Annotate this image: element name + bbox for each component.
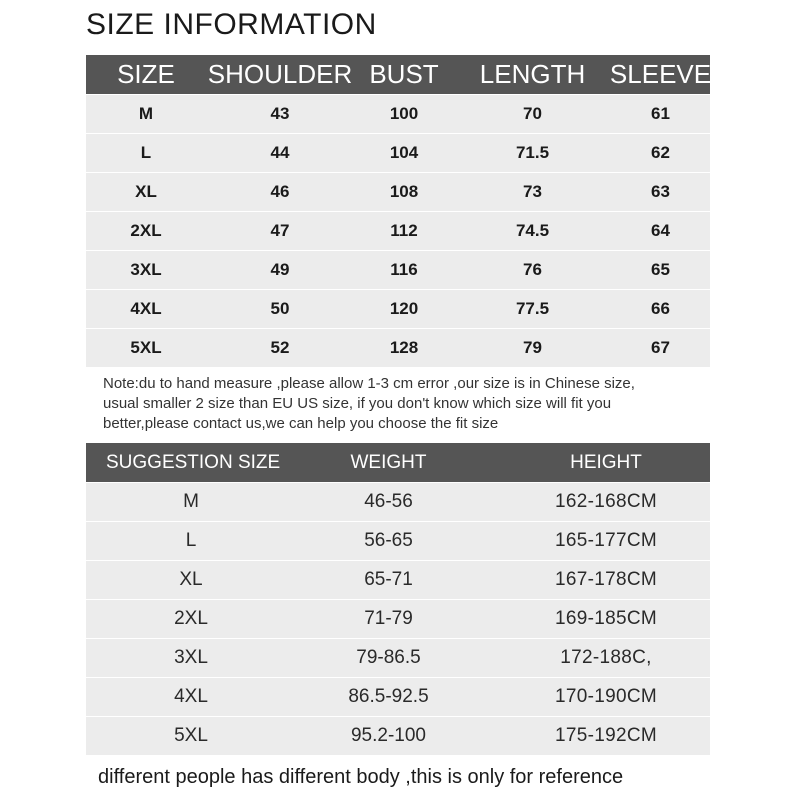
- length-cell: 74.5: [515, 221, 550, 240]
- length-cell: 77.5: [515, 299, 550, 318]
- size-cell: M: [138, 104, 154, 123]
- header-shoulder: SHOULDER: [207, 59, 353, 89]
- weight-cell: 79-86.5: [356, 647, 421, 668]
- reference-disclaimer: different people has different body ,this is only for reference: [98, 766, 624, 788]
- shoulder-cell: 44: [270, 143, 290, 162]
- size-cell: 2XL: [130, 221, 162, 240]
- size-cell: XL: [135, 182, 157, 201]
- note-line: Note:du to hand measure ,please allow 1-3 cm error ,our size is in Chinese size,: [103, 375, 635, 392]
- table-row: [86, 289, 710, 328]
- height-cell: 172-188C,: [560, 647, 652, 668]
- table-row: [86, 328, 710, 367]
- size-information-table: [86, 55, 710, 367]
- bust-cell: 128: [389, 338, 419, 357]
- size-cell: 5XL: [130, 338, 162, 357]
- table-row: [86, 133, 710, 172]
- measurement-note: [103, 374, 713, 434]
- suggested-size-cell: L: [185, 530, 197, 551]
- size-table-header: [86, 55, 710, 94]
- table-row: [86, 94, 710, 133]
- size-cell: 4XL: [130, 299, 162, 318]
- bust-cell: 112: [390, 221, 418, 240]
- table-row: [86, 211, 710, 250]
- suggestion-size-table: [86, 443, 710, 755]
- weight-cell: 95.2-100: [350, 725, 426, 746]
- shoulder-cell: 43: [270, 104, 290, 123]
- table-row: [86, 560, 710, 599]
- table-row: [86, 482, 710, 521]
- sleeve-cell: 67: [651, 338, 670, 357]
- bust-cell: 120: [389, 299, 419, 318]
- bust-cell: 104: [389, 143, 419, 162]
- table-row: [86, 677, 710, 716]
- height-cell: 169-185CM: [555, 608, 657, 629]
- suggested-size-cell: XL: [179, 569, 203, 590]
- sleeve-cell: 63: [651, 182, 670, 201]
- header-weight: WEIGHT: [350, 451, 427, 473]
- sleeve-cell: 62: [651, 143, 670, 162]
- table-row: [86, 250, 710, 289]
- table-row: [86, 716, 710, 755]
- height-cell: 165-177CM: [555, 530, 657, 551]
- sleeve-cell: 65: [651, 260, 670, 279]
- table-row: [86, 599, 710, 638]
- height-cell: 170-190CM: [555, 686, 657, 707]
- suggested-size-cell: 2XL: [174, 608, 208, 629]
- sleeve-cell: 66: [651, 299, 670, 318]
- table-row: [86, 521, 710, 560]
- bust-cell: 116: [390, 260, 418, 279]
- height-cell: 167-178CM: [555, 569, 657, 590]
- height-cell: 175-192CM: [555, 725, 657, 746]
- shoulder-cell: 49: [270, 260, 290, 279]
- shoulder-cell: 46: [270, 182, 290, 201]
- length-cell: 76: [523, 260, 542, 279]
- sleeve-cell: 61: [651, 104, 670, 123]
- length-cell: 79: [523, 338, 542, 357]
- suggested-size-cell: 3XL: [174, 647, 208, 668]
- weight-cell: 86.5-92.5: [348, 686, 429, 707]
- header-length: LENGTH: [479, 59, 586, 89]
- table-row: [86, 172, 710, 211]
- header-sleeve: SLEEVE: [609, 59, 712, 89]
- suggested-size-cell: 5XL: [174, 725, 208, 746]
- shoulder-cell: 50: [270, 299, 290, 318]
- shoulder-cell: 52: [270, 338, 290, 357]
- shoulder-cell: 47: [270, 221, 290, 240]
- height-cell: 162-168CM: [555, 491, 657, 512]
- weight-cell: 65-71: [364, 569, 413, 590]
- header-height: HEIGHT: [570, 451, 642, 473]
- suggested-size-cell: M: [183, 491, 199, 512]
- weight-cell: 56-65: [364, 530, 413, 551]
- note-line: usual smaller 2 size than EU US size, if you don't know which size will fit you: [103, 395, 612, 412]
- note-line: better,please contact us,we can help you choose the fit size: [103, 415, 499, 432]
- suggestion-table-header: [86, 443, 710, 482]
- suggested-size-cell: 4XL: [174, 686, 208, 707]
- weight-cell: 46-56: [364, 491, 413, 512]
- table-row: [86, 638, 710, 677]
- header-bust: BUST: [369, 59, 439, 89]
- bust-cell: 108: [389, 182, 419, 201]
- weight-cell: 71-79: [364, 608, 413, 629]
- bust-cell: 100: [389, 104, 419, 123]
- page-title: SIZE INFORMATION: [86, 8, 377, 41]
- sleeve-cell: 64: [651, 221, 670, 240]
- length-cell: 70: [523, 104, 542, 123]
- header-size: SIZE: [117, 59, 175, 89]
- length-cell: 71.5: [515, 143, 550, 162]
- header-suggestion-size: SUGGESTION SIZE: [106, 451, 281, 473]
- length-cell: 73: [523, 182, 542, 201]
- size-cell: 3XL: [130, 260, 162, 279]
- size-cell: L: [140, 143, 152, 162]
